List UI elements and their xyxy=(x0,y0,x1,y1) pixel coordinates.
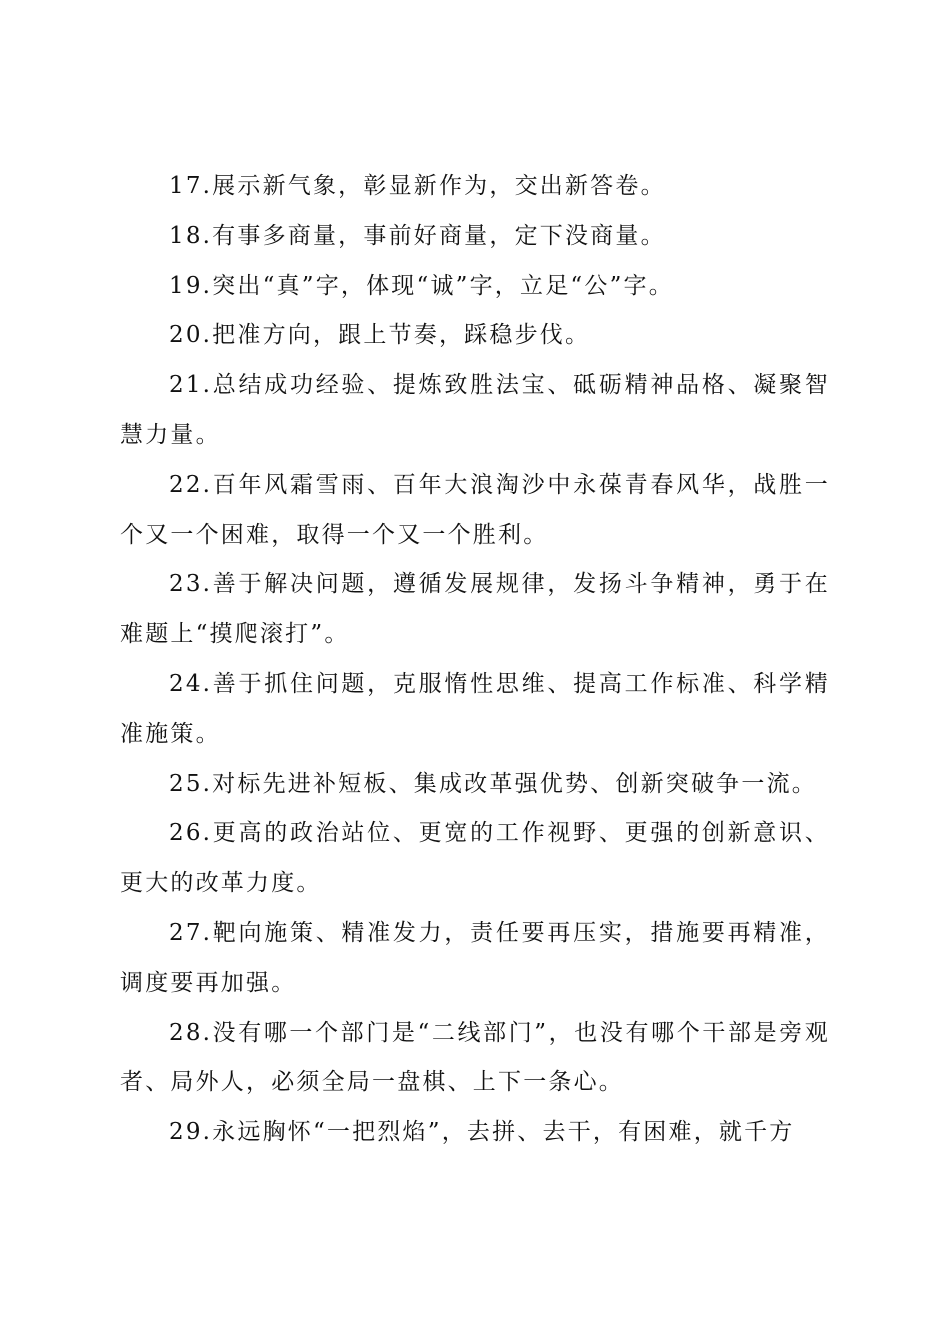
list-item-17: 17.展示新气象，彰显新作为，交出新答卷。 xyxy=(169,173,666,199)
list-item-24: 24.善于抓住问题，克服惰性思维、提高工作标准、科学精准施策。 xyxy=(120,670,830,747)
list-item-20: 20.把准方向，跟上节奏，踩稳步伐。 xyxy=(169,322,591,349)
list-item-26: 26.更高的政治站位、更宽的工作视野、更强的创新意识、更大的改革力度。 xyxy=(120,820,830,897)
list-item-25: 25.对标先进补短板、集成改革强优势、创新突破争一流。 xyxy=(169,770,817,797)
list-item-21: 21.总结成功经验、提炼致胜法宝、砥砺精神品格、凝聚智慧力量。 xyxy=(120,372,830,448)
document-body xyxy=(120,162,830,1158)
list-item-22: 22.百年风霜雪雨、百年大浪淘沙中永葆青春风华，战胜一个又一个困难，取得一个又一个胜利。 xyxy=(120,471,830,548)
list-item-23: 23.善于解决问题，遵循发展规律，发扬斗争精神，勇于在难题上“摸爬滚打”。 xyxy=(120,571,830,648)
list-item-29: 29.永远胸怀“一把烈焰”，去拼、去干，有困难，就千方 xyxy=(169,1119,795,1146)
list-item-19: 19.突出“真”字，体现“诚”字，立足“公”字。 xyxy=(169,272,674,299)
list-item-28: 28.没有哪一个部门是“二线部门”，也没有哪个干部是旁观者、局外人，必须全局一盘棋、上下一条心。 xyxy=(120,1019,830,1096)
list-item-18: 18.有事多商量，事前好商量，定下没商量。 xyxy=(169,222,666,249)
list-item-27: 27.靶向施策、精准发力，责任要再压实，措施要再精准，调度要再加强。 xyxy=(120,919,830,996)
